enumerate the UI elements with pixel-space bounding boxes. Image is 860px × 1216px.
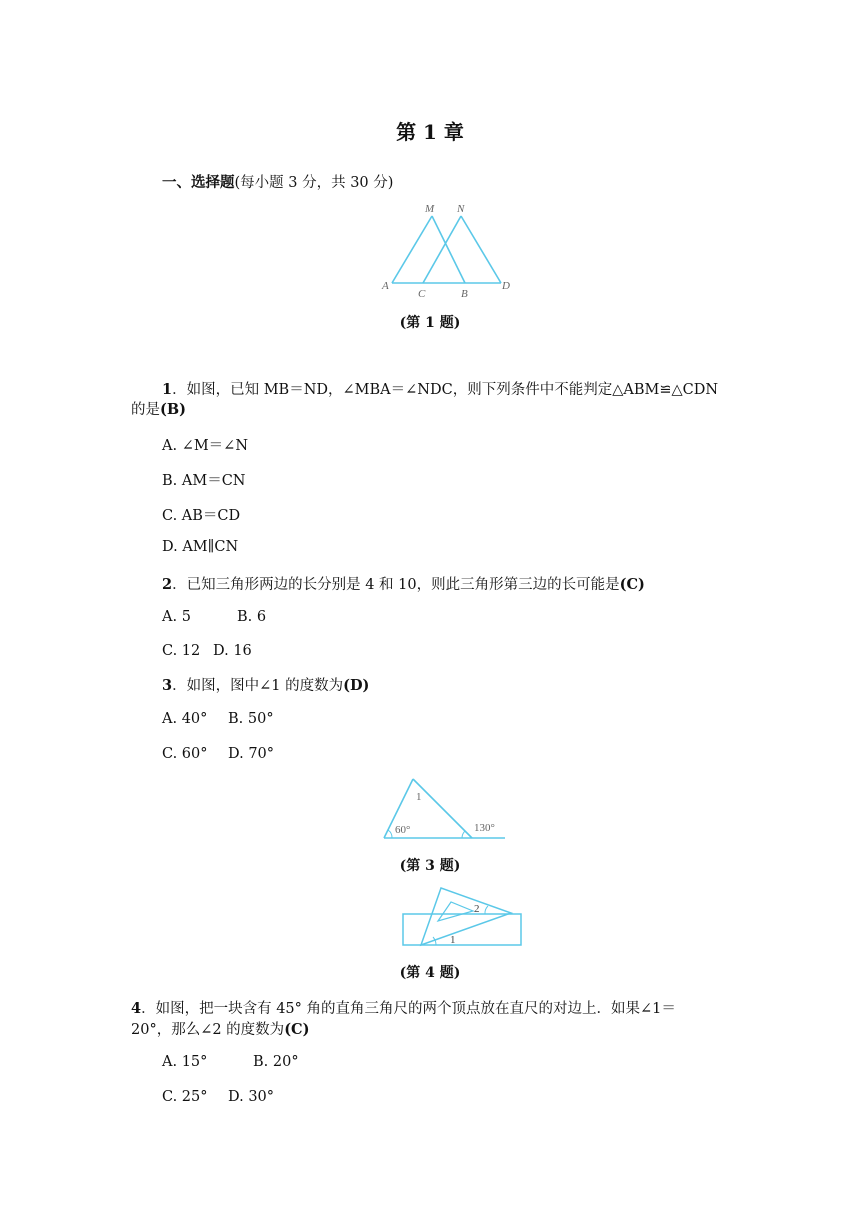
figure-4-caption: (第 4 题) — [399, 965, 461, 981]
fig3-label-1: 1 — [416, 791, 422, 803]
question-2-option-a: A. 5 — [162, 609, 191, 625]
fig1-segment-am — [392, 216, 432, 283]
fig1-label-m: M — [425, 203, 435, 215]
question-1-option-b: B. AM＝CN — [162, 473, 246, 489]
fig3-left-side — [384, 779, 413, 838]
question-3-option-b: B. 50° — [228, 711, 274, 727]
section-label: 一、选择题 — [162, 174, 235, 191]
fig4-ruler — [403, 914, 521, 945]
section-heading — [162, 171, 393, 192]
question-4-answer: (C) — [284, 1021, 310, 1038]
section-note: (每小题 3 分，共 30 分) — [234, 175, 394, 191]
fig3-arc-60 — [388, 830, 392, 838]
fig4-arc-1 — [433, 937, 436, 945]
question-4-option-a: A. 15° — [162, 1054, 208, 1070]
question-1-option-c: C. AB＝CD — [162, 508, 241, 524]
fig1-segment-cn — [423, 216, 461, 283]
question-3-line: 3．如图，图中∠1 的度数为(D) — [162, 677, 370, 694]
fig1-label-d: D — [502, 280, 510, 292]
question-3-option-d: D. 70° — [228, 746, 275, 762]
question-3-option-c: C. 60° — [162, 746, 208, 762]
question-2-option-c: C. 12 — [162, 643, 201, 659]
fig1-label-b: B — [461, 288, 468, 300]
question-2-line: 2．已知三角形两边的长分别是 4 和 10，则此三角形第三边的长可能是(C) — [162, 576, 645, 593]
question-2-option-b: B. 6 — [237, 609, 267, 625]
fig4-triangle-outer — [421, 888, 511, 945]
question-1-answer: (B) — [160, 401, 186, 418]
question-1-line-1: 1．如图，已知 MB＝ND，∠MBA＝∠NDC，则下列条件中不能判定△ABM≌△CDN — [162, 381, 719, 398]
question-3-option-a: A. 40° — [162, 711, 208, 727]
question-4-option-b: B. 20° — [253, 1054, 299, 1070]
fig1-segment-mb — [432, 216, 465, 283]
question-1-line-2 — [131, 399, 186, 421]
question-4-option-d: D. 30° — [228, 1089, 275, 1105]
question-4-option-c: C. 25° — [162, 1089, 208, 1105]
question-2-answer: (C) — [619, 576, 645, 593]
page-title: 第 1 章 — [396, 120, 464, 144]
question-1-option-d: D. AM∥CN — [162, 539, 239, 555]
fig3-label-60: 60° — [395, 824, 411, 836]
fig1-segment-nd — [461, 216, 501, 283]
fig3-label-130: 130° — [474, 822, 495, 834]
question-4-stem: 如图，把一块含有 45° 角的直角三角尺的两个顶点放在直尺的对边上．如果∠1＝ — [155, 1001, 676, 1017]
question-4-stem-cont: 20°，那么∠2 的度数为 — [131, 1022, 285, 1038]
question-1-stem: 如图，已知 MB＝ND，∠MBA＝∠NDC，则下列条件中不能判定△ABM≌△CDN — [186, 382, 719, 398]
question-3-answer: (D) — [343, 677, 370, 694]
question-2-stem: 已知三角形两边的长分别是 4 和 10，则此三角形第三边的长可能是 — [186, 577, 620, 593]
fig1-label-c: C — [418, 288, 426, 300]
question-1-stem-cont: 的是 — [131, 402, 160, 418]
question-1-option-a: A. ∠M＝∠N — [162, 438, 249, 454]
question-4-line-1: 4．如图，把一块含有 45° 角的直角三角尺的两个顶点放在直尺的对边上．如果∠1＝ — [131, 1000, 676, 1017]
question-3-stem: 如图，图中∠1 的度数为 — [186, 678, 344, 694]
fig4-label-2: 2 — [474, 903, 480, 915]
figure-1-caption: (第 1 题) — [399, 315, 461, 331]
fig3-arc-130 — [462, 831, 465, 838]
fig4-triangle-inner — [438, 902, 473, 921]
fig3-right-side — [413, 779, 472, 838]
fig4-arc-2 — [485, 906, 488, 914]
question-4-line-2 — [131, 1019, 309, 1041]
fig4-label-1: 1 — [450, 934, 456, 946]
fig1-label-n: N — [457, 203, 465, 215]
question-2-option-d: D. 16 — [213, 643, 252, 659]
fig1-label-a: A — [382, 280, 389, 292]
figure-3-caption: (第 3 题) — [399, 858, 461, 874]
